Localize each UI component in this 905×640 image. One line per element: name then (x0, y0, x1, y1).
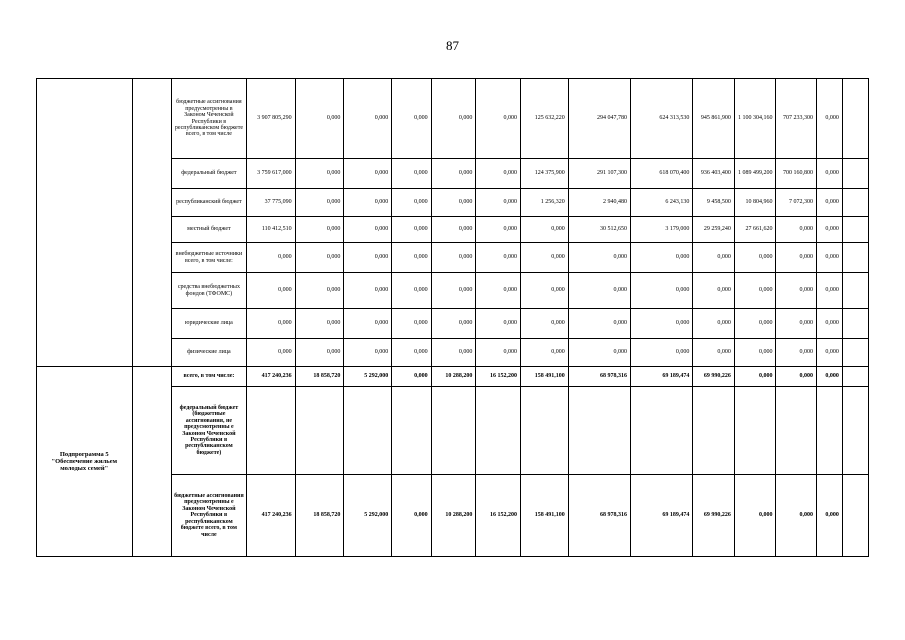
value-cell: 110 412,510 (246, 217, 295, 243)
value-cell: 0,000 (246, 309, 295, 339)
blank-cell (132, 367, 171, 557)
value-cell: 0,000 (295, 217, 344, 243)
value-cell: 0,000 (344, 79, 392, 159)
value-cell (842, 159, 868, 189)
value-cell: 69 990,226 (693, 367, 735, 387)
funding-source-label: федеральный бюджет (бюджетные ассигнования, не предусмотренны е Законом Чеченской Республики в республиканском бюджете) (172, 387, 247, 475)
value-cell: 0,000 (246, 273, 295, 309)
value-cell (842, 79, 868, 159)
value-cell: 700 160,800 (776, 159, 817, 189)
funding-source-label: бюджетные ассигнования предусмотренны в Законом Чеченской Республики в республиканском бюджете всего, в том числе (172, 79, 247, 159)
value-cell: 0,000 (693, 273, 735, 309)
value-cell: 0,000 (431, 309, 476, 339)
value-cell: 158 491,100 (520, 367, 568, 387)
value-cell (842, 387, 868, 475)
value-cell: 291 107,300 (568, 159, 630, 189)
value-cell: 0,000 (520, 217, 568, 243)
value-cell: 0,000 (776, 475, 817, 557)
value-cell: 0,000 (431, 273, 476, 309)
value-cell: 417 240,236 (246, 367, 295, 387)
value-cell: 707 233,300 (776, 79, 817, 159)
value-cell: 18 858,720 (295, 475, 344, 557)
value-cell: 0,000 (776, 273, 817, 309)
value-cell: 0,000 (476, 217, 521, 243)
funding-source-label: физические лица (172, 339, 247, 367)
value-cell (568, 387, 630, 475)
value-cell: 0,000 (734, 339, 776, 367)
value-cell: 5 292,000 (344, 475, 392, 557)
value-cell: 0,000 (476, 243, 521, 273)
value-cell: 0,000 (693, 243, 735, 273)
value-cell: 0,000 (568, 243, 630, 273)
value-cell: 0,000 (631, 243, 693, 273)
value-cell (816, 387, 842, 475)
value-cell: 69 990,226 (693, 475, 735, 557)
value-cell: 0,000 (344, 159, 392, 189)
value-cell: 29 259,240 (693, 217, 735, 243)
value-cell: 0,000 (476, 273, 521, 309)
funding-source-label: внебюджетные источники всего, в том числе: (172, 243, 247, 273)
value-cell: 0,000 (431, 217, 476, 243)
value-cell: 0,000 (734, 243, 776, 273)
value-cell: 0,000 (631, 273, 693, 309)
value-cell: 0,000 (816, 243, 842, 273)
table-row (37, 79, 869, 159)
value-cell (842, 273, 868, 309)
value-cell: 0,000 (246, 339, 295, 367)
value-cell: 0,000 (520, 339, 568, 367)
value-cell: 0,000 (295, 309, 344, 339)
value-cell: 69 189,474 (631, 367, 693, 387)
value-cell (392, 387, 431, 475)
value-cell: 0,000 (344, 217, 392, 243)
value-cell: 0,000 (776, 309, 817, 339)
value-cell: 0,000 (693, 309, 735, 339)
value-cell: 0,000 (816, 217, 842, 243)
funding-source-label: местный бюджет (172, 217, 247, 243)
value-cell (344, 387, 392, 475)
value-cell: 0,000 (816, 273, 842, 309)
value-cell: 0,000 (392, 339, 431, 367)
value-cell: 0,000 (520, 273, 568, 309)
value-cell: 0,000 (392, 189, 431, 217)
value-cell: 0,000 (344, 243, 392, 273)
value-cell: 0,000 (392, 243, 431, 273)
value-cell: 0,000 (431, 159, 476, 189)
value-cell: 0,000 (568, 339, 630, 367)
value-cell: 0,000 (431, 79, 476, 159)
value-cell: 69 189,474 (631, 475, 693, 557)
value-cell: 68 978,316 (568, 475, 630, 557)
table-row (37, 367, 869, 387)
value-cell: 0,000 (392, 475, 431, 557)
value-cell: 0,000 (568, 273, 630, 309)
value-cell: 0,000 (295, 79, 344, 159)
value-cell: 3 759 617,000 (246, 159, 295, 189)
value-cell: 936 403,400 (693, 159, 735, 189)
value-cell: 7 072,300 (776, 189, 817, 217)
value-cell: 3 179,000 (631, 217, 693, 243)
value-cell: 0,000 (344, 339, 392, 367)
value-cell: 0,000 (816, 159, 842, 189)
blank-cell (132, 79, 171, 367)
value-cell: 0,000 (520, 309, 568, 339)
value-cell: 0,000 (816, 79, 842, 159)
value-cell: 10 804,960 (734, 189, 776, 217)
page-number: 87 (446, 38, 459, 53)
value-cell: 9 458,500 (693, 189, 735, 217)
value-cell: 294 047,780 (568, 79, 630, 159)
value-cell (842, 339, 868, 367)
value-cell: 0,000 (431, 243, 476, 273)
value-cell: 124 375,900 (520, 159, 568, 189)
value-cell: 0,000 (392, 367, 431, 387)
value-cell: 0,000 (568, 309, 630, 339)
value-cell: 0,000 (295, 339, 344, 367)
value-cell: 0,000 (476, 189, 521, 217)
value-cell: 0,000 (816, 339, 842, 367)
value-cell (734, 387, 776, 475)
value-cell: 0,000 (392, 273, 431, 309)
value-cell: 417 240,236 (246, 475, 295, 557)
value-cell: 0,000 (631, 309, 693, 339)
funding-source-label: средства внебюджетных фондов (ТФОМС) (172, 273, 247, 309)
funding-source-label: юридические лица (172, 309, 247, 339)
value-cell: 6 243,130 (631, 189, 693, 217)
value-cell (842, 217, 868, 243)
value-cell (476, 387, 521, 475)
value-cell (842, 243, 868, 273)
program-name: Подпрограмма 5 "Обеспечение жильем молодых семей" (37, 367, 133, 557)
value-cell: 0,000 (734, 367, 776, 387)
value-cell: 5 292,000 (344, 367, 392, 387)
value-cell: 624 313,530 (631, 79, 693, 159)
value-cell: 945 861,900 (693, 79, 735, 159)
value-cell: 0,000 (295, 189, 344, 217)
funding-source-label: бюджетные ассигнования предусмотренны е Законом Чеченской Республики в республиканском бюджете всего, в том числе (172, 475, 247, 557)
value-cell: 618 070,400 (631, 159, 693, 189)
value-cell: 0,000 (431, 339, 476, 367)
value-cell (631, 387, 693, 475)
value-cell: 0,000 (776, 339, 817, 367)
value-cell: 0,000 (392, 217, 431, 243)
value-cell (842, 189, 868, 217)
funding-source-label: республиканский бюджет (172, 189, 247, 217)
value-cell: 0,000 (816, 367, 842, 387)
value-cell: 0,000 (344, 189, 392, 217)
value-cell: 0,000 (734, 309, 776, 339)
funding-source-label: всего, в том числе: (172, 367, 247, 387)
value-cell: 0,000 (631, 339, 693, 367)
value-cell: 0,000 (246, 243, 295, 273)
value-cell: 0,000 (295, 159, 344, 189)
value-cell (842, 309, 868, 339)
value-cell: 0,000 (392, 159, 431, 189)
value-cell: 0,000 (344, 273, 392, 309)
value-cell: 0,000 (392, 79, 431, 159)
value-cell: 0,000 (295, 243, 344, 273)
value-cell: 0,000 (476, 309, 521, 339)
value-cell: 0,000 (734, 273, 776, 309)
value-cell: 0,000 (816, 475, 842, 557)
value-cell: 18 858,720 (295, 367, 344, 387)
value-cell (431, 387, 476, 475)
value-cell: 0,000 (476, 339, 521, 367)
value-cell: 0,000 (392, 309, 431, 339)
value-cell: 0,000 (693, 339, 735, 367)
value-cell: 0,000 (431, 189, 476, 217)
value-cell: 0,000 (520, 243, 568, 273)
value-cell: 0,000 (776, 367, 817, 387)
value-cell (693, 387, 735, 475)
value-cell: 3 907 805,290 (246, 79, 295, 159)
value-cell: 0,000 (816, 189, 842, 217)
value-cell: 68 978,316 (568, 367, 630, 387)
value-cell (842, 475, 868, 557)
value-cell: 1 089 499,200 (734, 159, 776, 189)
value-cell: 16 152,200 (476, 367, 521, 387)
value-cell (842, 367, 868, 387)
program-name-cell (37, 79, 133, 367)
value-cell: 0,000 (776, 243, 817, 273)
budget-table (36, 78, 869, 557)
value-cell: 0,000 (816, 309, 842, 339)
value-cell: 10 288,200 (431, 367, 476, 387)
value-cell: 0,000 (344, 309, 392, 339)
value-cell: 0,000 (295, 273, 344, 309)
value-cell: 0,000 (476, 159, 521, 189)
value-cell: 158 491,100 (520, 475, 568, 557)
value-cell: 30 512,650 (568, 217, 630, 243)
value-cell: 125 632,220 (520, 79, 568, 159)
value-cell: 0,000 (734, 475, 776, 557)
value-cell: 27 661,620 (734, 217, 776, 243)
value-cell: 2 940,480 (568, 189, 630, 217)
value-cell: 0,000 (776, 217, 817, 243)
value-cell: 37 775,090 (246, 189, 295, 217)
value-cell (776, 387, 817, 475)
value-cell: 1 100 304,160 (734, 79, 776, 159)
value-cell: 1 256,320 (520, 189, 568, 217)
value-cell (520, 387, 568, 475)
value-cell (295, 387, 344, 475)
value-cell: 16 152,200 (476, 475, 521, 557)
value-cell: 0,000 (476, 79, 521, 159)
value-cell (246, 387, 295, 475)
funding-source-label: федеральный бюджет (172, 159, 247, 189)
value-cell: 10 288,200 (431, 475, 476, 557)
